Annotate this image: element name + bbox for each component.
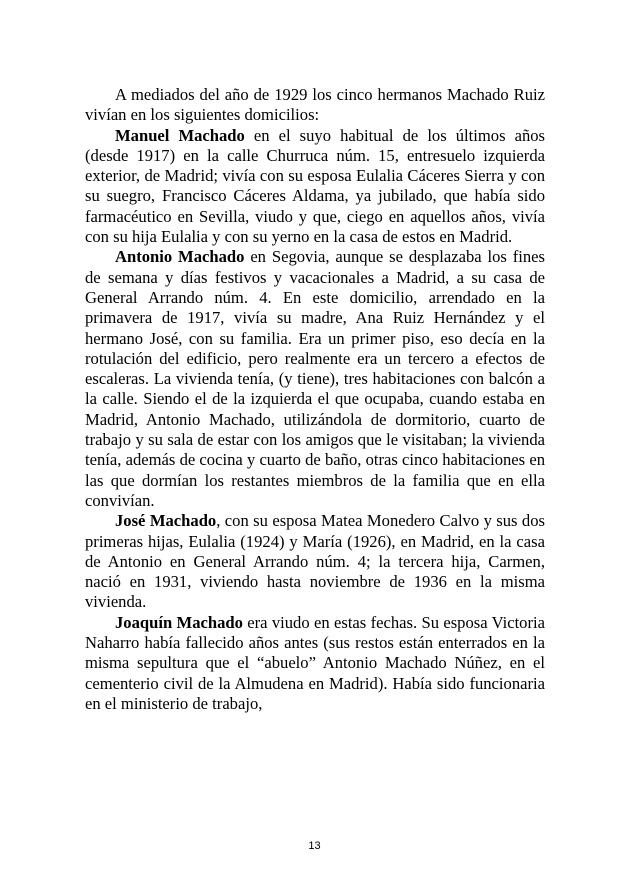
paragraph-lead-name: José Machado [115,511,217,531]
paragraph-joaquin-machado [85,613,545,714]
paragraph-text: A mediados del año de 1929 los cinco hermanos Machado Ruiz vivían en los siguientes domicilios: [85,85,545,125]
paragraph-lead-name: Joaquín Machado [115,612,243,632]
paragraph-lead-name: Manuel Machado [115,125,245,145]
paragraph-manuel-machado [85,126,545,248]
paragraph-lead-name: Antonio Machado [115,247,245,267]
paragraph-text: en Segovia, aunque se desplazaba los fines de semana y días festivos y vacacionales a Madrid, a su casa de General Arrando núm. 4. En este domicilio, arrendado en la primavera de 1917, vivía su madre, Ana Ruiz Hernández y el hermano José, con su familia. Era un primer piso, eso decía en la rotulación del edificio, pero realmente era un tercero a efectos de escaleras. La vivienda tenía, (y tiene), tres habitaciones con balcón a la calle. Siendo el de la izquierda el que ocupaba, cuando estaba en Madrid, Antonio Machado, utilizándola de dormitorio, cuarto de trabajo y su sala de estar con los amigos que le visitaban; la vivienda tenía, además de cocina y cuarto de baño, otras cinco habitaciones en las que dormían los restantes miembros de la familia que en ella convivían. [85,247,545,510]
page-body [85,85,545,714]
paragraph-jose-machado [85,511,545,612]
paragraph-text: en el suyo habitual de los últimos años (desde 1917) en la calle Churruca núm. 15, entresuelo izquierda exterior, de Madrid; vivía con su esposa Eulalia Cáceres Sierra y con su suegro, Francisco Cáceres Aldama, ya jubilado, que había sido farmacéutico en Sevilla, viudo y que, ciego en aquellos años, vivía con su hija Eulalia y con su yerno en la casa de estos en Madrid. [85,125,546,247]
paragraph-text: era viudo en estas fechas. Su esposa Victoria Naharro había fallecido años antes (sus restos están enterrados en la misma sepultura que el “abuelo” Antonio Machado Núñez, en el cementerio civil de la Almudena en Madrid). Había sido funcionaria en el ministerio de trabajo, [85,612,545,713]
paragraph-intro [85,85,545,126]
paragraph-text: , con su esposa Matea Monedero Calvo y sus dos primeras hijas, Eulalia (1924) y María (1926), en Madrid, en la casa de Antonio en General Arrando núm. 4; la tercera hija, Carmen, nació en 1931, viviendo hasta noviembre de 1936 en la misma vivienda. [85,511,545,612]
paragraph-antonio-machado [85,247,545,511]
page-number: 13 [308,840,321,852]
